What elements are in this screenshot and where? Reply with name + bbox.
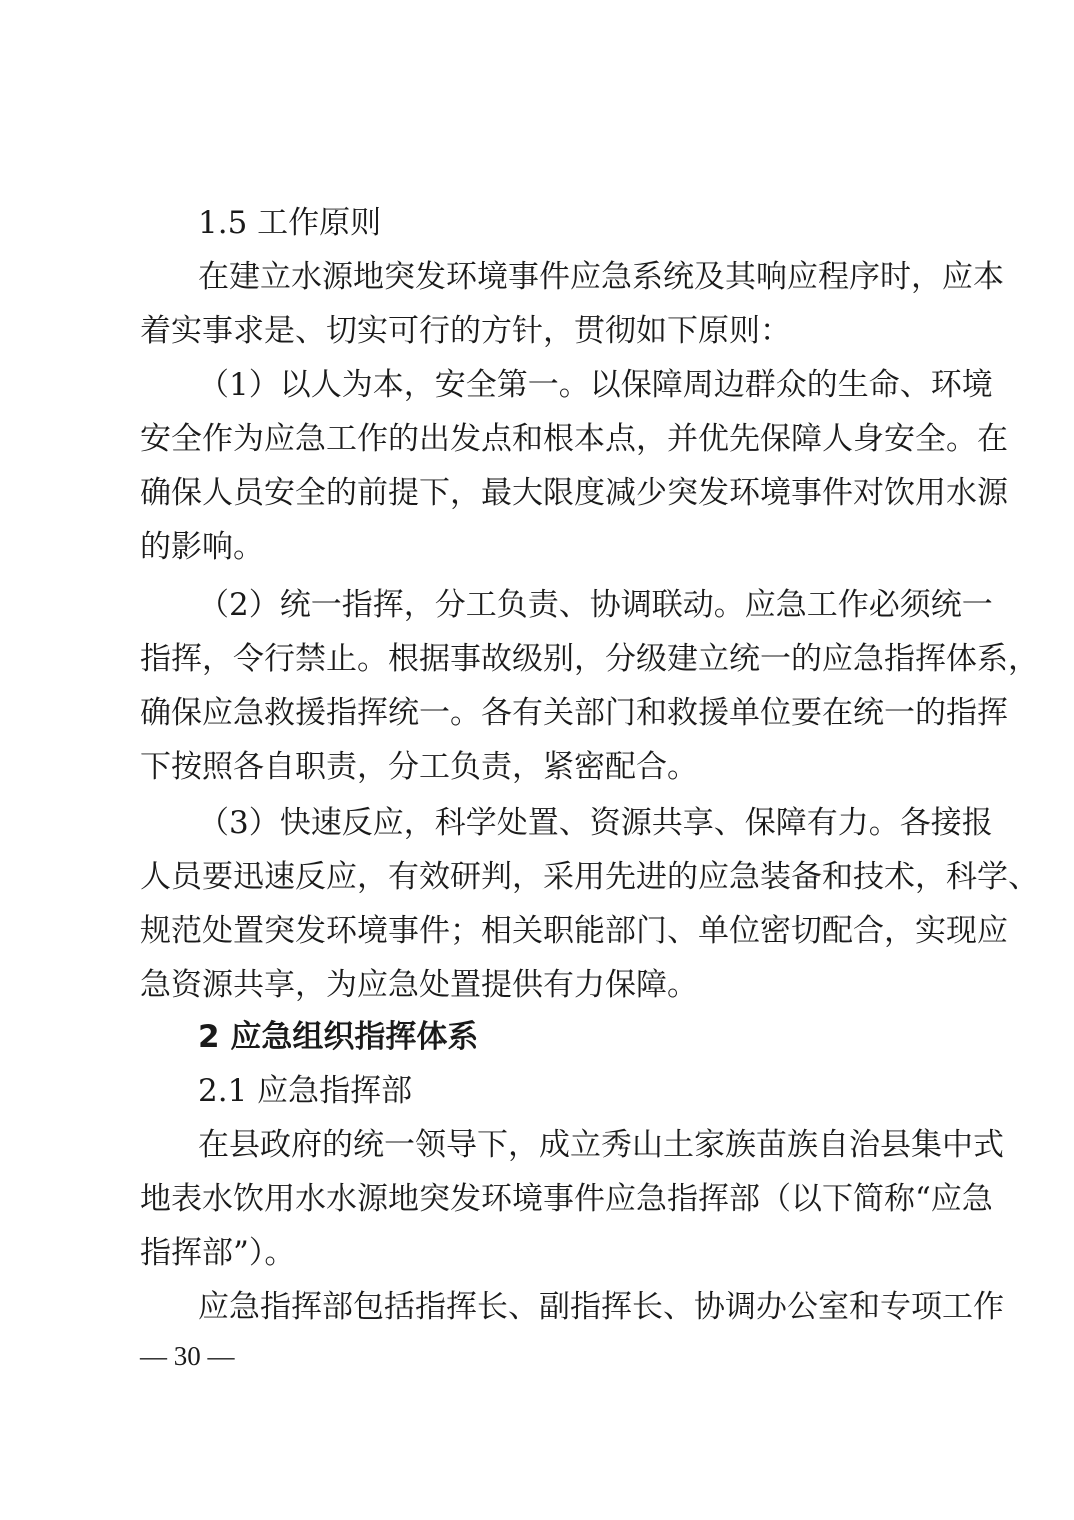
paragraph-line: 的影响。 — [140, 529, 264, 565]
paragraph-line: 下按照各自职责，分工负责，紧密配合。 — [140, 749, 698, 785]
section-heading-2: 2 应急组织指挥体系 — [198, 1019, 479, 1055]
paragraph-line: 地表水饮用水水源地突发环境事件应急指挥部（以下简称“应急 — [140, 1181, 993, 1217]
page-number: — 30 — — [140, 1341, 235, 1371]
paragraph-line: 指挥，令行禁止。根据事故级别，分级建立统一的应急指挥体系， — [140, 641, 1039, 677]
paragraph-line: （2）统一指挥，分工负责、协调联动。应急工作必须统一 — [198, 587, 993, 623]
section-heading-2-1: 2.1 应急指挥部 — [198, 1073, 413, 1109]
paragraph-line: 人员要迅速反应，有效研判，采用先进的应急装备和技术，科学、 — [140, 859, 1039, 895]
paragraph-line: 在建立水源地突发环境事件应急系统及其响应程序时，应本 — [198, 259, 1004, 295]
paragraph-line: 指挥部”）。 — [140, 1235, 296, 1271]
paragraph-line: 安全作为应急工作的出发点和根本点，并优先保障人身安全。在 — [140, 421, 1008, 457]
paragraph-line: 着实事求是、切实可行的方针，贯彻如下原则： — [140, 313, 791, 349]
paragraph-line: （3）快速反应，科学处置、资源共享、保障有力。各接报 — [198, 805, 993, 841]
paragraph-line: 急资源共享，为应急处置提供有力保障。 — [140, 967, 698, 1003]
paragraph-line: 确保应急救援指挥统一。各有关部门和救援单位要在统一的指挥 — [140, 695, 1008, 731]
section-heading-1-5: 1.5 工作原则 — [198, 205, 382, 241]
paragraph-line: （1）以人为本，安全第一。以保障周边群众的生命、环境 — [198, 367, 993, 403]
paragraph-line: 确保人员安全的前提下，最大限度减少突发环境事件对饮用水源 — [140, 475, 1008, 511]
paragraph-line: 规范处置突发环境事件；相关职能部门、单位密切配合，实现应 — [140, 913, 1008, 949]
paragraph-line: 应急指挥部包括指挥长、副指挥长、协调办公室和专项工作 — [198, 1289, 1004, 1325]
paragraph-line: 在县政府的统一领导下，成立秀山土家族苗族自治县集中式 — [198, 1127, 1004, 1163]
